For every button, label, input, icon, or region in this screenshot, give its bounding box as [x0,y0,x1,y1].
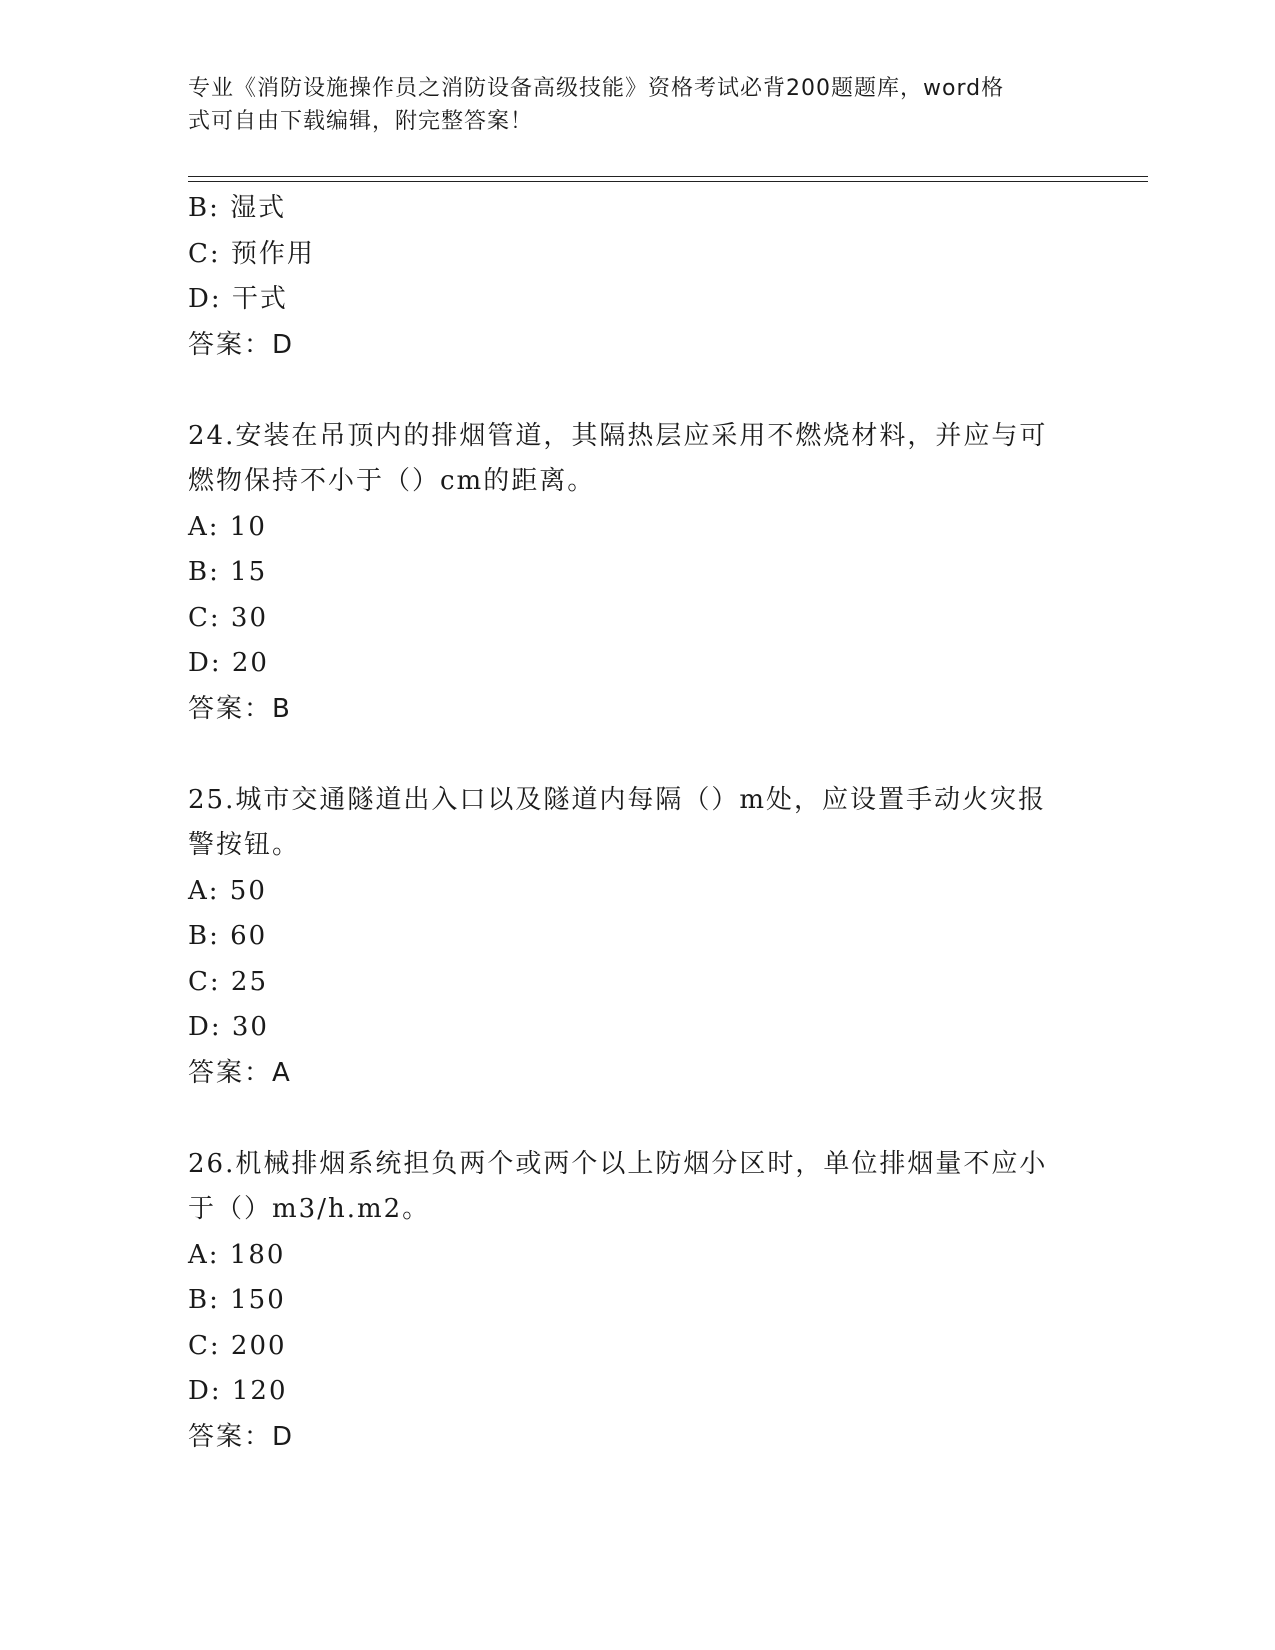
question-text-line-1: 26.机械排烟系统担负两个或两个以上防烟分区时，单位排烟量不应小 [188,1148,1048,1179]
answer-line: 答案：D [188,329,295,360]
question-text-line-1: 24.安装在吊顶内的排烟管道，其隔热层应采用不燃烧材料，并应与可 [188,420,1048,451]
option-d: D: 干式 [188,284,288,314]
header-divider-top [188,176,1148,177]
option-b: B: 湿式 [188,193,287,223]
option-d: D: 20 [188,648,269,678]
option-d: D: 120 [188,1376,288,1406]
question-text-line-2: 于（）m3/h.m2。 [188,1194,431,1224]
question-24 [188,414,1068,733]
question-23-continued [188,186,1068,368]
option-c: C: 25 [188,966,269,997]
option-c: C: 200 [188,1330,287,1361]
question-text-line-2: 燃物保持不小于（）cm的距离。 [188,466,596,496]
spacer [188,368,1068,414]
option-c: C: 预作用 [188,238,315,269]
option-b: B: 150 [188,1285,286,1315]
header-divider-bottom [188,181,1148,182]
header-line-2: 式可自由下载编辑，附完整答案！ [188,109,534,134]
question-text-line-1: 25.城市交通隧道出入口以及隧道内每隔（）m处，应设置手动火灾报 [188,784,1047,815]
spacer [188,732,1068,778]
spacer [188,1096,1068,1142]
question-26 [188,1142,1068,1461]
option-a: A: 50 [188,875,267,906]
question-list [188,186,1068,1460]
option-d: D: 30 [188,1012,269,1042]
answer-line: 答案：A [188,1057,292,1088]
answer-line: 答案：D [188,1421,295,1452]
document-header [188,72,1068,138]
option-a: A: 180 [188,1239,286,1270]
question-text-line-2: 警按钮。 [188,830,301,860]
option-c: C: 30 [188,602,269,633]
option-b: B: 15 [188,557,268,587]
question-25 [188,778,1068,1097]
option-b: B: 60 [188,921,268,951]
header-line-1: 专业《消防设施操作员之消防设备高级技能》资格考试必背200题题库，word格 [188,76,1005,101]
answer-line: 答案：B [188,693,292,724]
option-a: A: 10 [188,511,267,542]
